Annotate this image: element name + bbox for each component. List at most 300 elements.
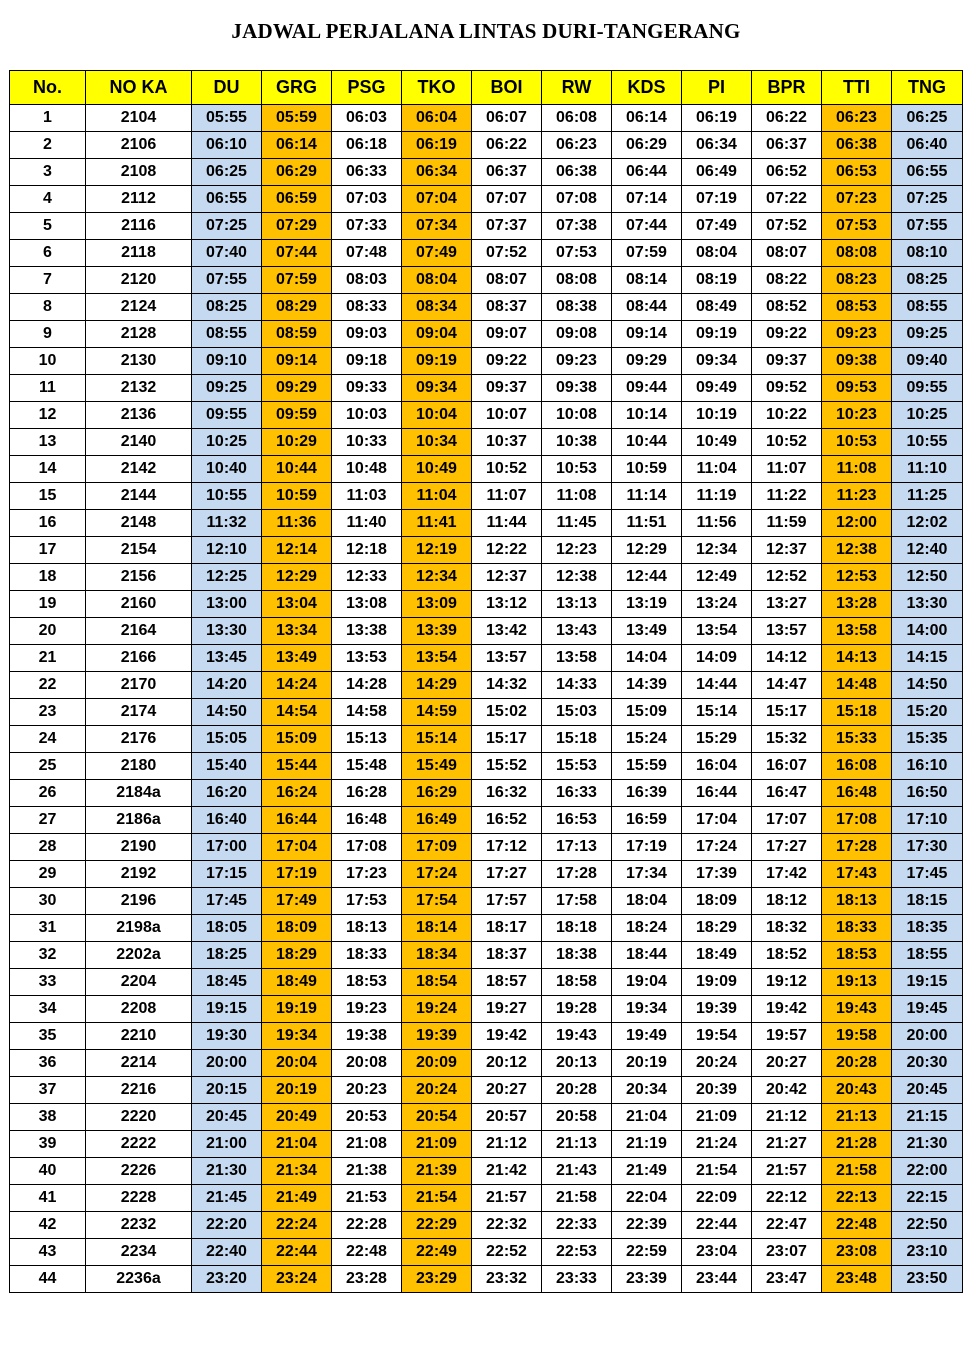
- time-cell: 12:14: [262, 537, 332, 564]
- time-cell: 07:29: [262, 213, 332, 240]
- time-cell: 21:04: [262, 1131, 332, 1158]
- time-cell: 10:49: [402, 456, 472, 483]
- time-cell: 05:59: [262, 105, 332, 132]
- time-cell: 09:25: [892, 321, 963, 348]
- time-cell: 23:33: [542, 1266, 612, 1293]
- time-cell: 08:04: [402, 267, 472, 294]
- column-header: PSG: [332, 71, 402, 105]
- time-cell: 20:12: [472, 1050, 542, 1077]
- table-row: [10, 888, 963, 915]
- table-row: [10, 1131, 963, 1158]
- time-cell: 21:27: [752, 1131, 822, 1158]
- time-cell: 12:37: [472, 564, 542, 591]
- train-number-cell: 2130: [86, 348, 192, 375]
- table-row: [10, 834, 963, 861]
- time-cell: 12:34: [682, 537, 752, 564]
- time-cell: 06:07: [472, 105, 542, 132]
- row-number-cell: 30: [10, 888, 86, 915]
- time-cell: 07:14: [612, 186, 682, 213]
- row-number-cell: 36: [10, 1050, 86, 1077]
- time-cell: 21:45: [192, 1185, 262, 1212]
- time-cell: 17:57: [472, 888, 542, 915]
- time-cell: 18:58: [542, 969, 612, 996]
- time-cell: 08:07: [752, 240, 822, 267]
- time-cell: 07:44: [262, 240, 332, 267]
- table-row: [10, 1158, 963, 1185]
- time-cell: 21:13: [542, 1131, 612, 1158]
- time-cell: 10:44: [262, 456, 332, 483]
- time-cell: 06:37: [472, 159, 542, 186]
- time-cell: 13:30: [892, 591, 963, 618]
- time-cell: 10:25: [192, 429, 262, 456]
- time-cell: 15:53: [542, 753, 612, 780]
- time-cell: 13:54: [682, 618, 752, 645]
- row-number-cell: 24: [10, 726, 86, 753]
- time-cell: 06:03: [332, 105, 402, 132]
- train-number-cell: 2184a: [86, 780, 192, 807]
- time-cell: 18:35: [892, 915, 963, 942]
- time-cell: 06:59: [262, 186, 332, 213]
- row-number-cell: 9: [10, 321, 86, 348]
- time-cell: 16:29: [402, 780, 472, 807]
- time-cell: 06:55: [192, 186, 262, 213]
- column-header: RW: [542, 71, 612, 105]
- row-number-cell: 15: [10, 483, 86, 510]
- time-cell: 15:09: [612, 699, 682, 726]
- time-cell: 17:39: [682, 861, 752, 888]
- time-cell: 17:08: [332, 834, 402, 861]
- time-cell: 09:34: [682, 348, 752, 375]
- time-cell: 18:12: [752, 888, 822, 915]
- train-number-cell: 2132: [86, 375, 192, 402]
- time-cell: 11:03: [332, 483, 402, 510]
- time-cell: 08:08: [542, 267, 612, 294]
- time-cell: 09:03: [332, 321, 402, 348]
- time-cell: 14:50: [192, 699, 262, 726]
- time-cell: 07:37: [472, 213, 542, 240]
- time-cell: 09:04: [402, 321, 472, 348]
- time-cell: 23:50: [892, 1266, 963, 1293]
- time-cell: 07:04: [402, 186, 472, 213]
- time-cell: 12:18: [332, 537, 402, 564]
- time-cell: 06:40: [892, 132, 963, 159]
- time-cell: 09:44: [612, 375, 682, 402]
- time-cell: 13:27: [752, 591, 822, 618]
- time-cell: 18:53: [822, 942, 892, 969]
- time-cell: 08:25: [892, 267, 963, 294]
- time-cell: 09:52: [752, 375, 822, 402]
- time-cell: 08:52: [752, 294, 822, 321]
- time-cell: 11:25: [892, 483, 963, 510]
- time-cell: 22:09: [682, 1185, 752, 1212]
- time-cell: 21:57: [752, 1158, 822, 1185]
- time-cell: 13:57: [752, 618, 822, 645]
- time-cell: 15:17: [752, 699, 822, 726]
- table-row: [10, 483, 963, 510]
- time-cell: 06:18: [332, 132, 402, 159]
- time-cell: 17:24: [682, 834, 752, 861]
- time-cell: 13:42: [472, 618, 542, 645]
- table-row: [10, 402, 963, 429]
- time-cell: 13:49: [262, 645, 332, 672]
- time-cell: 14:32: [472, 672, 542, 699]
- time-cell: 08:29: [262, 294, 332, 321]
- row-number-cell: 33: [10, 969, 86, 996]
- table-row: [10, 267, 963, 294]
- time-cell: 12:00: [822, 510, 892, 537]
- time-cell: 19:30: [192, 1023, 262, 1050]
- train-number-cell: 2118: [86, 240, 192, 267]
- train-number-cell: 2108: [86, 159, 192, 186]
- time-cell: 22:49: [402, 1239, 472, 1266]
- time-cell: 07:25: [892, 186, 963, 213]
- time-cell: 12:10: [192, 537, 262, 564]
- row-number-cell: 32: [10, 942, 86, 969]
- time-cell: 08:59: [262, 321, 332, 348]
- time-cell: 06:29: [612, 132, 682, 159]
- time-cell: 14:28: [332, 672, 402, 699]
- time-cell: 21:28: [822, 1131, 892, 1158]
- time-cell: 13:39: [402, 618, 472, 645]
- time-cell: 19:39: [402, 1023, 472, 1050]
- time-cell: 12:33: [332, 564, 402, 591]
- time-cell: 08:23: [822, 267, 892, 294]
- time-cell: 09:19: [682, 321, 752, 348]
- column-header: DU: [192, 71, 262, 105]
- time-cell: 15:52: [472, 753, 542, 780]
- time-cell: 19:45: [892, 996, 963, 1023]
- time-cell: 20:54: [402, 1104, 472, 1131]
- time-cell: 12:38: [542, 564, 612, 591]
- time-cell: 15:49: [402, 753, 472, 780]
- time-cell: 09:37: [752, 348, 822, 375]
- train-number-cell: 2220: [86, 1104, 192, 1131]
- time-cell: 23:20: [192, 1266, 262, 1293]
- time-cell: 07:55: [892, 213, 963, 240]
- table-row: [10, 321, 963, 348]
- time-cell: 11:41: [402, 510, 472, 537]
- column-header: TNG: [892, 71, 963, 105]
- time-cell: 18:44: [612, 942, 682, 969]
- train-number-cell: 2236a: [86, 1266, 192, 1293]
- time-cell: 23:07: [752, 1239, 822, 1266]
- table-row: [10, 1185, 963, 1212]
- time-cell: 19:57: [752, 1023, 822, 1050]
- time-cell: 06:14: [612, 105, 682, 132]
- time-cell: 14:39: [612, 672, 682, 699]
- time-cell: 05:55: [192, 105, 262, 132]
- time-cell: 07:52: [472, 240, 542, 267]
- time-cell: 20:04: [262, 1050, 332, 1077]
- time-cell: 18:49: [682, 942, 752, 969]
- time-cell: 18:09: [262, 915, 332, 942]
- time-cell: 21:42: [472, 1158, 542, 1185]
- time-cell: 19:27: [472, 996, 542, 1023]
- time-cell: 10:53: [542, 456, 612, 483]
- time-cell: 22:47: [752, 1212, 822, 1239]
- time-cell: 08:22: [752, 267, 822, 294]
- time-cell: 12:34: [402, 564, 472, 591]
- time-cell: 10:48: [332, 456, 402, 483]
- time-cell: 19:58: [822, 1023, 892, 1050]
- train-number-cell: 2170: [86, 672, 192, 699]
- time-cell: 12:23: [542, 537, 612, 564]
- time-cell: 10:52: [752, 429, 822, 456]
- table-row: [10, 780, 963, 807]
- time-cell: 10:59: [262, 483, 332, 510]
- time-cell: 10:03: [332, 402, 402, 429]
- time-cell: 09:14: [262, 348, 332, 375]
- time-cell: 22:48: [332, 1239, 402, 1266]
- train-number-cell: 2222: [86, 1131, 192, 1158]
- row-number-cell: 8: [10, 294, 86, 321]
- time-cell: 11:23: [822, 483, 892, 510]
- time-cell: 06:25: [892, 105, 963, 132]
- time-cell: 14:29: [402, 672, 472, 699]
- time-cell: 13:30: [192, 618, 262, 645]
- time-cell: 15:33: [822, 726, 892, 753]
- time-cell: 12:29: [612, 537, 682, 564]
- time-cell: 13:19: [612, 591, 682, 618]
- time-cell: 09:40: [892, 348, 963, 375]
- train-number-cell: 2208: [86, 996, 192, 1023]
- time-cell: 17:58: [542, 888, 612, 915]
- time-cell: 19:42: [752, 996, 822, 1023]
- time-cell: 13:34: [262, 618, 332, 645]
- time-cell: 11:04: [682, 456, 752, 483]
- time-cell: 17:00: [192, 834, 262, 861]
- time-cell: 20:24: [402, 1077, 472, 1104]
- time-cell: 23:29: [402, 1266, 472, 1293]
- time-cell: 20:28: [542, 1077, 612, 1104]
- time-cell: 12:29: [262, 564, 332, 591]
- time-cell: 14:00: [892, 618, 963, 645]
- time-cell: 06:34: [402, 159, 472, 186]
- time-cell: 15:05: [192, 726, 262, 753]
- time-cell: 17:12: [472, 834, 542, 861]
- time-cell: 20:45: [892, 1077, 963, 1104]
- time-cell: 16:32: [472, 780, 542, 807]
- train-number-cell: 2186a: [86, 807, 192, 834]
- time-cell: 06:08: [542, 105, 612, 132]
- time-cell: 19:42: [472, 1023, 542, 1050]
- time-cell: 21:08: [332, 1131, 402, 1158]
- time-cell: 13:45: [192, 645, 262, 672]
- time-cell: 11:08: [542, 483, 612, 510]
- table-row: [10, 240, 963, 267]
- time-cell: 20:53: [332, 1104, 402, 1131]
- table-row: [10, 1077, 963, 1104]
- table-row: [10, 969, 963, 996]
- time-cell: 06:37: [752, 132, 822, 159]
- time-cell: 19:19: [262, 996, 332, 1023]
- time-cell: 08:10: [892, 240, 963, 267]
- time-cell: 15:32: [752, 726, 822, 753]
- time-cell: 16:20: [192, 780, 262, 807]
- train-number-cell: 2174: [86, 699, 192, 726]
- time-cell: 13:24: [682, 591, 752, 618]
- row-number-cell: 14: [10, 456, 86, 483]
- time-cell: 22:13: [822, 1185, 892, 1212]
- time-cell: 08:08: [822, 240, 892, 267]
- time-cell: 23:24: [262, 1266, 332, 1293]
- time-cell: 19:49: [612, 1023, 682, 1050]
- time-cell: 22:48: [822, 1212, 892, 1239]
- time-cell: 12:02: [892, 510, 963, 537]
- time-cell: 22:44: [682, 1212, 752, 1239]
- time-cell: 13:09: [402, 591, 472, 618]
- train-number-cell: 2202a: [86, 942, 192, 969]
- time-cell: 06:23: [822, 105, 892, 132]
- time-cell: 08:07: [472, 267, 542, 294]
- time-cell: 22:00: [892, 1158, 963, 1185]
- time-cell: 19:04: [612, 969, 682, 996]
- time-cell: 09:07: [472, 321, 542, 348]
- time-cell: 07:52: [752, 213, 822, 240]
- row-number-cell: 25: [10, 753, 86, 780]
- time-cell: 18:33: [332, 942, 402, 969]
- time-cell: 19:23: [332, 996, 402, 1023]
- time-cell: 13:57: [472, 645, 542, 672]
- time-cell: 19:34: [262, 1023, 332, 1050]
- time-cell: 14:09: [682, 645, 752, 672]
- time-cell: 22:40: [192, 1239, 262, 1266]
- time-cell: 22:24: [262, 1212, 332, 1239]
- time-cell: 12:40: [892, 537, 963, 564]
- time-cell: 22:15: [892, 1185, 963, 1212]
- time-cell: 16:28: [332, 780, 402, 807]
- time-cell: 17:43: [822, 861, 892, 888]
- time-cell: 14:33: [542, 672, 612, 699]
- time-cell: 13:12: [472, 591, 542, 618]
- time-cell: 09:53: [822, 375, 892, 402]
- time-cell: 16:04: [682, 753, 752, 780]
- row-number-cell: 17: [10, 537, 86, 564]
- row-number-cell: 31: [10, 915, 86, 942]
- time-cell: 23:44: [682, 1266, 752, 1293]
- time-cell: 17:09: [402, 834, 472, 861]
- time-cell: 08:03: [332, 267, 402, 294]
- time-cell: 15:09: [262, 726, 332, 753]
- train-number-cell: 2198a: [86, 915, 192, 942]
- time-cell: 22:39: [612, 1212, 682, 1239]
- table-row: [10, 186, 963, 213]
- table-row: [10, 537, 963, 564]
- time-cell: 15:40: [192, 753, 262, 780]
- time-cell: 09:25: [192, 375, 262, 402]
- time-cell: 10:55: [192, 483, 262, 510]
- time-cell: 06:53: [822, 159, 892, 186]
- time-cell: 20:45: [192, 1104, 262, 1131]
- time-cell: 16:07: [752, 753, 822, 780]
- row-number-cell: 44: [10, 1266, 86, 1293]
- time-cell: 21:54: [402, 1185, 472, 1212]
- time-cell: 10:38: [542, 429, 612, 456]
- row-number-cell: 27: [10, 807, 86, 834]
- time-cell: 22:53: [542, 1239, 612, 1266]
- table-row: [10, 942, 963, 969]
- time-cell: 23:47: [752, 1266, 822, 1293]
- table-row: [10, 753, 963, 780]
- train-number-cell: 2140: [86, 429, 192, 456]
- time-cell: 15:13: [332, 726, 402, 753]
- time-cell: 08:55: [192, 321, 262, 348]
- train-number-cell: 2210: [86, 1023, 192, 1050]
- table-row: [10, 159, 963, 186]
- time-cell: 06:10: [192, 132, 262, 159]
- time-cell: 11:08: [822, 456, 892, 483]
- time-cell: 18:18: [542, 915, 612, 942]
- time-cell: 23:39: [612, 1266, 682, 1293]
- train-number-cell: 2142: [86, 456, 192, 483]
- time-cell: 15:29: [682, 726, 752, 753]
- time-cell: 10:59: [612, 456, 682, 483]
- row-number-cell: 29: [10, 861, 86, 888]
- time-cell: 18:13: [332, 915, 402, 942]
- table-row: [10, 807, 963, 834]
- time-cell: 23:48: [822, 1266, 892, 1293]
- time-cell: 08:37: [472, 294, 542, 321]
- row-number-cell: 10: [10, 348, 86, 375]
- table-row: [10, 1104, 963, 1131]
- time-cell: 17:49: [262, 888, 332, 915]
- time-cell: 22:32: [472, 1212, 542, 1239]
- table-row: [10, 348, 963, 375]
- time-cell: 22:44: [262, 1239, 332, 1266]
- time-cell: 09:38: [542, 375, 612, 402]
- time-cell: 07:40: [192, 240, 262, 267]
- table-row: [10, 1239, 963, 1266]
- time-cell: 10:23: [822, 402, 892, 429]
- time-cell: 15:14: [402, 726, 472, 753]
- time-cell: 09:14: [612, 321, 682, 348]
- time-cell: 15:18: [542, 726, 612, 753]
- time-cell: 15:59: [612, 753, 682, 780]
- time-cell: 12:53: [822, 564, 892, 591]
- time-cell: 10:49: [682, 429, 752, 456]
- time-cell: 11:45: [542, 510, 612, 537]
- time-cell: 07:44: [612, 213, 682, 240]
- time-cell: 20:30: [892, 1050, 963, 1077]
- time-cell: 10:55: [892, 429, 963, 456]
- time-cell: 15:14: [682, 699, 752, 726]
- time-cell: 20:42: [752, 1077, 822, 1104]
- time-cell: 13:38: [332, 618, 402, 645]
- row-number-cell: 34: [10, 996, 86, 1023]
- time-cell: 20:13: [542, 1050, 612, 1077]
- time-cell: 16:44: [262, 807, 332, 834]
- time-cell: 22:29: [402, 1212, 472, 1239]
- time-cell: 18:14: [402, 915, 472, 942]
- time-cell: 13:58: [822, 618, 892, 645]
- time-cell: 14:04: [612, 645, 682, 672]
- row-number-cell: 11: [10, 375, 86, 402]
- time-cell: 12:37: [752, 537, 822, 564]
- time-cell: 19:15: [892, 969, 963, 996]
- time-cell: 17:27: [472, 861, 542, 888]
- time-cell: 13:13: [542, 591, 612, 618]
- time-cell: 21:00: [192, 1131, 262, 1158]
- time-cell: 14:44: [682, 672, 752, 699]
- time-cell: 22:33: [542, 1212, 612, 1239]
- time-cell: 11:59: [752, 510, 822, 537]
- time-cell: 21:57: [472, 1185, 542, 1212]
- time-cell: 17:45: [892, 861, 963, 888]
- column-header: PI: [682, 71, 752, 105]
- time-cell: 09:59: [262, 402, 332, 429]
- page-title: JADWAL PERJALANA LINTAS DURI-TANGERANG: [231, 19, 741, 43]
- time-cell: 06:25: [192, 159, 262, 186]
